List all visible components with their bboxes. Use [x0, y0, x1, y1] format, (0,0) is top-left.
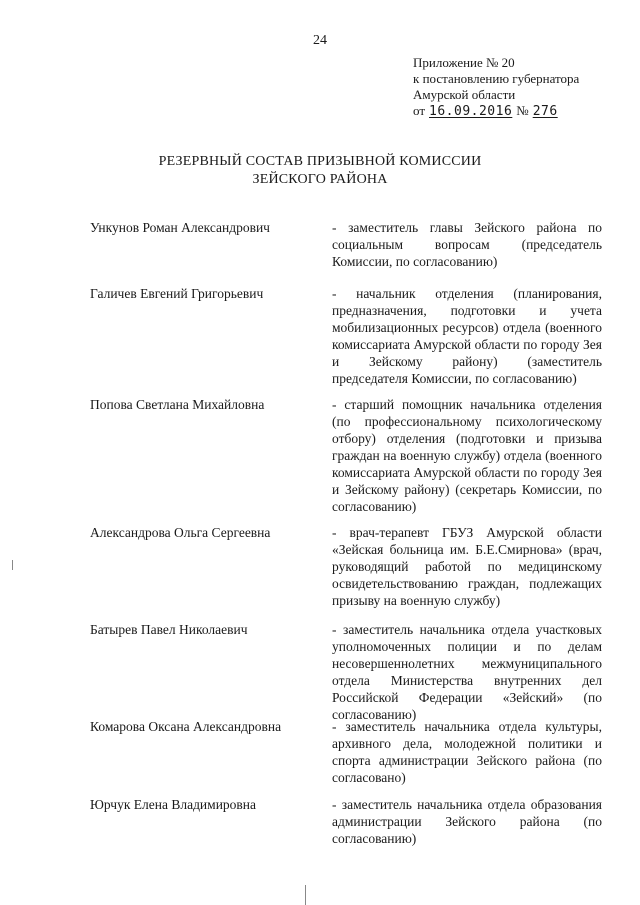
member-name: Александрова Ольга Сергеевна — [90, 525, 271, 540]
member-name: Комарова Оксана Александровна — [90, 719, 282, 734]
title-line-2: ЗЕЙСКОГО РАЙОНА — [252, 172, 388, 187]
member-name: Юрчук Елена Владимировна — [90, 797, 257, 812]
member-role: - врач-терапевт ГБУЗ Амурской области «Зейская больница им. Б.Е.Смирнова» (врач, руководящий работой по медицинскому освидетельствованию граждан, подлежащих призыву на военную службу) — [332, 525, 602, 608]
date-prefix: от — [413, 103, 426, 118]
member-name: Галичев Евгений Григорьевич — [90, 286, 264, 301]
annex-number: 276 — [532, 104, 558, 119]
annex-block — [413, 55, 579, 120]
member-role: - заместитель главы Зейского района по социальным вопросам (председатель Комиссии, по согласованию) — [332, 220, 602, 269]
document-title — [0, 153, 640, 189]
annex-date-line — [413, 103, 579, 120]
annex-title: Приложение № 20 — [413, 55, 515, 70]
scan-artifact — [305, 885, 306, 905]
page-number: 24 — [313, 33, 327, 48]
scan-artifact — [12, 560, 13, 570]
annex-reference: к постановлению губернатора — [413, 71, 580, 86]
annex-region: Амурской области — [413, 87, 516, 102]
member-role: - заместитель начальника отдела участковых уполномоченных полиции и по делам несовершеннолетних межмуниципального отдела Министерства внутренних дел Российской Федерации «Зейский» (по согласованию) — [332, 622, 602, 722]
member-role: - старший помощник начальника отделения (по профессиональному психологическому отбору) отделения (подготовки и призыва граждан на военную службу) отдела (военного комиссариата Амурской области по городу Зея и Зейскому району) (секретарь Комиссии, по согласованию) — [332, 397, 602, 514]
member-role: - заместитель начальника отдела образования администрации Зейского района (по согласованию) — [332, 797, 602, 846]
member-role: - заместитель начальника отдела культуры, архивного дела, молодежной политики и спорта администрации Зейского района (по согласовано) — [332, 719, 602, 785]
member-role: - начальник отделения (планирования, предназначения, подготовки и учета мобилизационных ресурсов) отдела (военного комиссариата Амурской области по городу Зея и Зейскому району) (заместитель председателя Комиссии, по согласованию) — [332, 286, 602, 386]
annex-date: 16.09.2016 — [429, 104, 513, 119]
number-prefix: № — [516, 103, 529, 118]
title-line-1: РЕЗЕРВНЫЙ СОСТАВ ПРИЗЫВНОЙ КОМИССИИ — [158, 154, 482, 169]
member-name: Попова Светлана Михайловна — [90, 397, 265, 412]
member-name: Батырев Павел Николаевич — [90, 622, 248, 637]
member-name: Ункунов Роман Александрович — [90, 220, 270, 235]
